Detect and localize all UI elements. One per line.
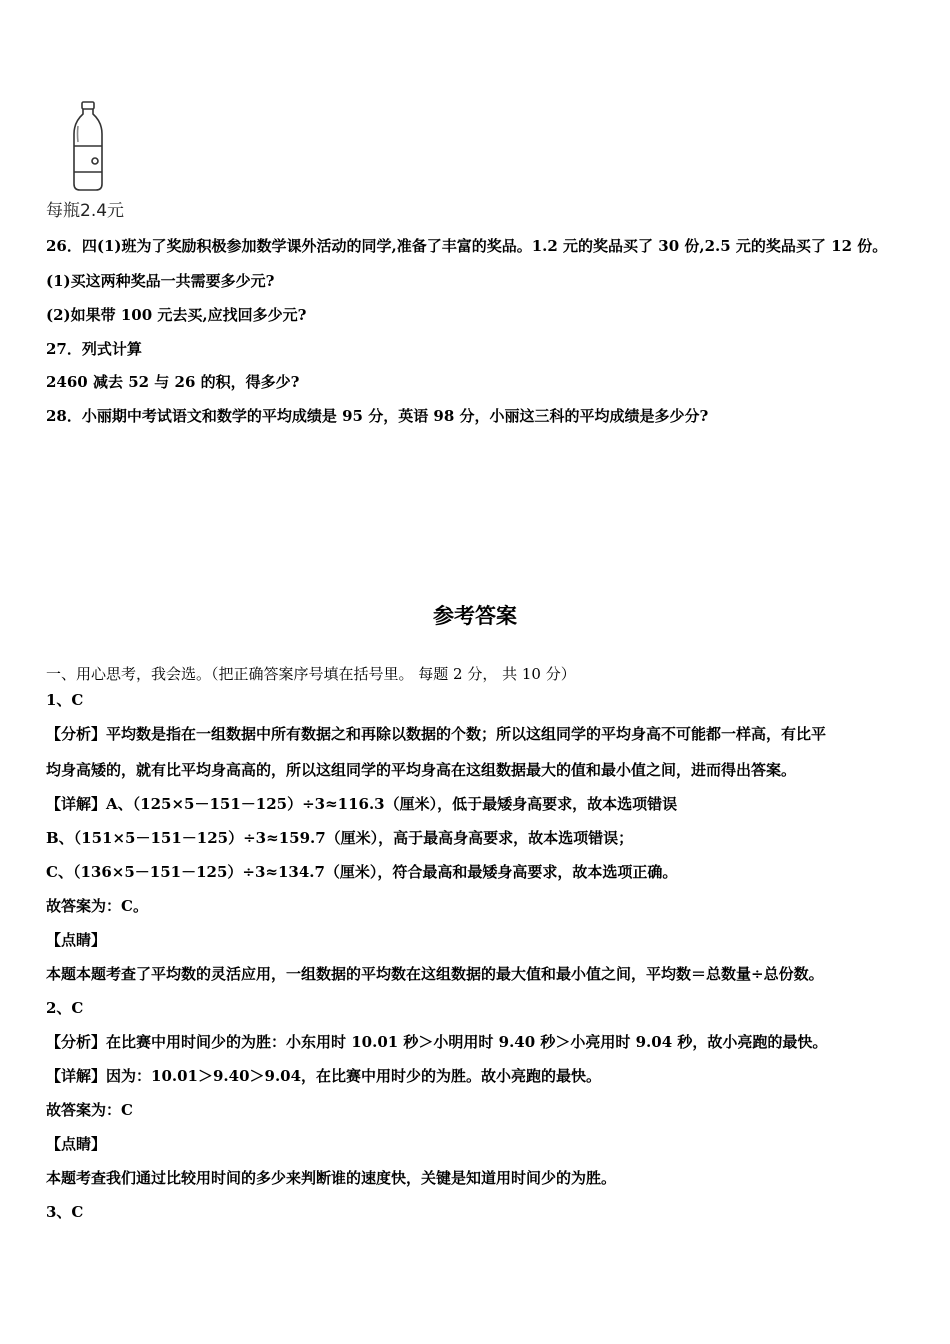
answer-1-comment-label: 【点睛】 (46, 931, 107, 949)
bottle-illustration (68, 100, 108, 192)
answer-1-conclusion: 故答案为：C。 (46, 897, 148, 915)
answer-1-detail-b: B、（151×5－151－125）÷3≈159.7（厘米），高于最高身高要求，故本选项错误； (46, 829, 634, 847)
question-26-stem: 26．四(1)班为了奖励积极参加数学课外活动的同学,准备了丰富的奖品。1.2 元的奖品买了 30 份,2.5 元的奖品买了 12 份。 (46, 237, 888, 255)
answer-1-detail-a: 【详解】A、（125×5－151－125）÷3≈116.3（厘米），低于最矮身高要求，故本选项错误 (46, 795, 678, 813)
answer-2-conclusion: 故答案为：C (46, 1101, 133, 1119)
answer-1-analysis-line-2: 均身高矮的，就有比平均身高高的，所以这组同学的平均身高在这组数据最大的值和最小值之间，进而得出答案。 (46, 761, 797, 779)
answer-section-1-heading: 一、用心思考，我会选。（把正确答案序号填在括号里。 每题 2 分， 共 10 分） (46, 665, 576, 683)
answer-key-title: 参考答案 (433, 604, 517, 628)
question-26-part-1: (1)买这两种奖品一共需要多少元? (46, 272, 275, 290)
answer-1-number: 1、C (46, 691, 84, 709)
answer-3-number: 3、C (46, 1203, 84, 1221)
answer-2-comment-label: 【点睛】 (46, 1135, 107, 1153)
question-27-stem: 27．列式计算 (46, 340, 142, 358)
answer-2-comment: 本题考查我们通过比较用时间的多少来判断谁的速度快，关键是知道用时间少的为胜。 (46, 1169, 617, 1187)
answer-1-analysis-line-1: 【分析】平均数是指在一组数据中所有数据之和再除以数据的个数；所以这组同学的平均身高不可能都一样高，有比平 (46, 725, 827, 743)
answer-1-detail-c: C、（136×5－151－125）÷3≈134.7（厘米），符合最高和最矮身高要求，故本选项正确。 (46, 863, 678, 881)
answer-2-analysis: 【分析】在比赛中用时间少的为胜：小东用时 10.01 秒＞小明用时 9.40 秒＞小亮用时 9.04 秒，故小亮跑的最快。 (46, 1033, 828, 1051)
question-28-stem: 28．小丽期中考试语文和数学的平均成绩是 95 分，英语 98 分，小丽这三科的平均成绩是多少分? (46, 407, 709, 425)
answer-1-comment: 本题本题考查了平均数的灵活应用，一组数据的平均数在这组数据的最大值和最小值之间，平均数＝总数量÷总份数。 (46, 965, 824, 983)
answer-2-detail: 【详解】因为：10.01＞9.40＞9.04，在比赛中用时少的为胜。故小亮跑的最快。 (46, 1067, 602, 1085)
question-27-body: 2460 减去 52 与 26 的积，得多少? (46, 373, 300, 391)
bottle-price-caption: 每瓶2.4元 (46, 201, 125, 221)
question-26-part-2: (2)如果带 100 元去买,应找回多少元? (46, 306, 307, 324)
answer-2-number: 2、C (46, 999, 84, 1017)
